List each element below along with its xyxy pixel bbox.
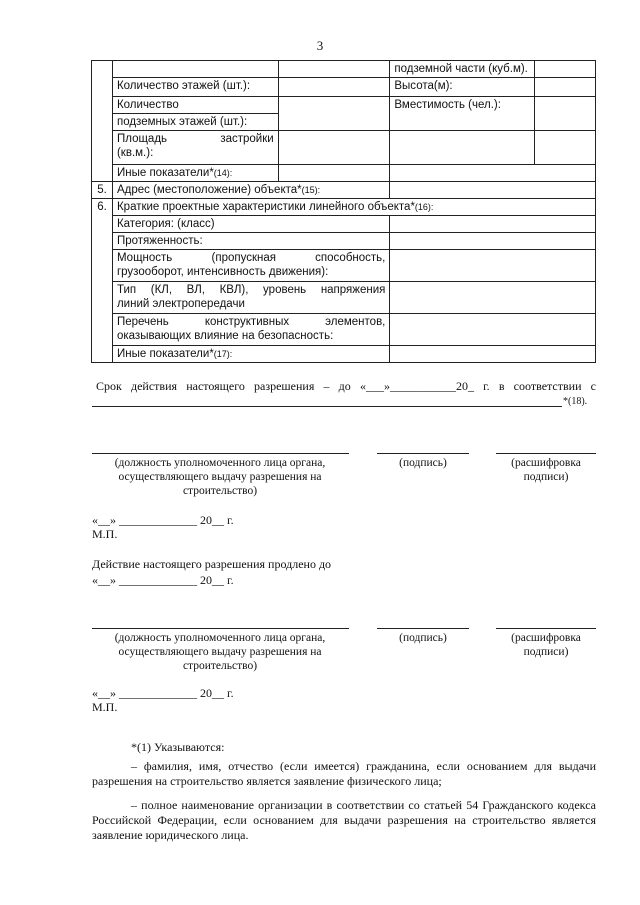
table-cell: [112, 282, 389, 314]
signature-caption: (подпись): [399, 632, 447, 644]
table-cell: Высота(м):: [390, 78, 535, 97]
decode-caption: (расшифровка подписи): [511, 457, 581, 483]
table-cell: [112, 61, 278, 78]
footnote-paragraph: – полное наименование организации в соответствии со статьей 54 Гражданского кодекса Российской Федерации, если основанием для выдачи разрешения на строительство является заявление юридического лица.: [92, 798, 596, 842]
decode-line: [496, 453, 596, 454]
table-row: [92, 314, 596, 346]
cell-line: Площадь застройки: [116, 133, 274, 145]
table-cell: [278, 78, 390, 97]
decode-line: [496, 628, 596, 629]
extension-line: Действие настоящего разрешения продлено до: [92, 557, 332, 571]
signature-caption: (подпись): [399, 457, 447, 469]
stamp-place: М.П.: [92, 527, 118, 541]
table-row: [92, 199, 596, 216]
cell-line: Мощность (пропускная способность,: [116, 252, 386, 264]
table-cell: Категория: (класс): [112, 216, 389, 233]
table-cell: [535, 97, 596, 131]
table-row: [92, 250, 596, 282]
table-row: [92, 216, 596, 233]
table-row: [92, 233, 596, 250]
table-cell: Иные показатели*(17):: [112, 346, 389, 363]
page-number: 3: [316, 38, 324, 53]
table-cell: [390, 314, 596, 346]
table-cell: [390, 131, 535, 165]
table-cell: [535, 78, 596, 97]
table-cell: Вместимость (чел.):: [390, 97, 535, 131]
table-cell: Адрес (местоположение) объекта*(15):: [112, 182, 389, 199]
table-row: [92, 78, 596, 97]
position-caption: (должность уполномоченного лица органа, осуществляющего выдачу разрешения на строительство): [114, 457, 326, 497]
item-number: 5.: [92, 182, 113, 199]
table-cell: [390, 182, 596, 199]
signature-line: [377, 628, 469, 629]
table-cell: [112, 250, 389, 282]
table-row: [92, 165, 596, 182]
table-cell: [92, 61, 113, 182]
validity-line: Срок действия настоящего разрешения – до «___»___________20_ г. в соответствии с: [96, 379, 596, 393]
item-number: 6.: [92, 199, 113, 363]
table-cell: подземных этажей (шт.):: [112, 114, 278, 131]
table-cell: [278, 61, 390, 78]
table-cell: Краткие проектные характеристики линейного объекта*(16):: [112, 199, 595, 216]
extension-date: «__» _____________ 20__ г.: [92, 573, 234, 587]
table-cell: [535, 61, 596, 78]
table-cell: [390, 165, 596, 182]
table-cell: Количество: [112, 97, 278, 114]
table-cell: [390, 282, 596, 314]
cell-line: грузооборот, интенсивность движения):: [116, 266, 329, 278]
decode-caption: (расшифровка подписи): [511, 632, 581, 658]
sign-date: «__» _____________ 20__ г.: [92, 686, 234, 700]
table-cell: [390, 216, 596, 233]
sign-date: «__» _____________ 20__ г.: [92, 513, 234, 527]
cell-line: Перечень конструктивных элементов,: [116, 316, 386, 328]
table-cell: [278, 165, 390, 182]
table-row: [92, 346, 596, 363]
cell-line: линий электропередачи: [116, 298, 245, 310]
table-cell: [390, 250, 596, 282]
table-row: [92, 61, 596, 78]
table-cell: подземной части (куб.м).: [390, 61, 535, 78]
table-cell: Иные показатели*(14):: [112, 165, 278, 182]
position-caption: (должность уполномоченного лица органа, осуществляющего выдачу разрешения на строительство): [114, 632, 326, 672]
table-cell: [278, 131, 390, 165]
table-cell: [390, 233, 596, 250]
table-row: [92, 282, 596, 314]
cell-line: оказывающих влияние на безопасность:: [116, 330, 334, 342]
characteristics-table: [91, 60, 596, 363]
table-cell: [535, 131, 596, 165]
signature-line: [377, 453, 469, 454]
cell-line: Тип (КЛ, ВЛ, КВЛ), уровень напряжения: [116, 284, 386, 296]
table-cell: [112, 314, 389, 346]
validity-blank-line: [92, 406, 562, 407]
stamp-place: М.П.: [92, 700, 118, 714]
footnote-heading: *(1) Указываются:: [131, 740, 225, 754]
cell-line: (кв.м.):: [116, 147, 154, 159]
position-line: [92, 453, 349, 454]
table-cell: [390, 346, 596, 363]
table-cell: Протяженность:: [112, 233, 389, 250]
footnote-paragraph: – фамилия, имя, отчество (если имеется) гражданина, если основанием для выдачи разрешения на строительство является заявление физического лица;: [92, 759, 596, 788]
table-cell: Количество этажей (шт.):: [112, 78, 278, 97]
position-line: [92, 628, 349, 629]
table-row: [92, 182, 596, 199]
table-cell: [112, 131, 278, 165]
table-row: [92, 131, 596, 165]
table-row: [92, 97, 596, 114]
validity-footnote: *(18).: [563, 396, 588, 407]
table-cell: [278, 97, 390, 131]
